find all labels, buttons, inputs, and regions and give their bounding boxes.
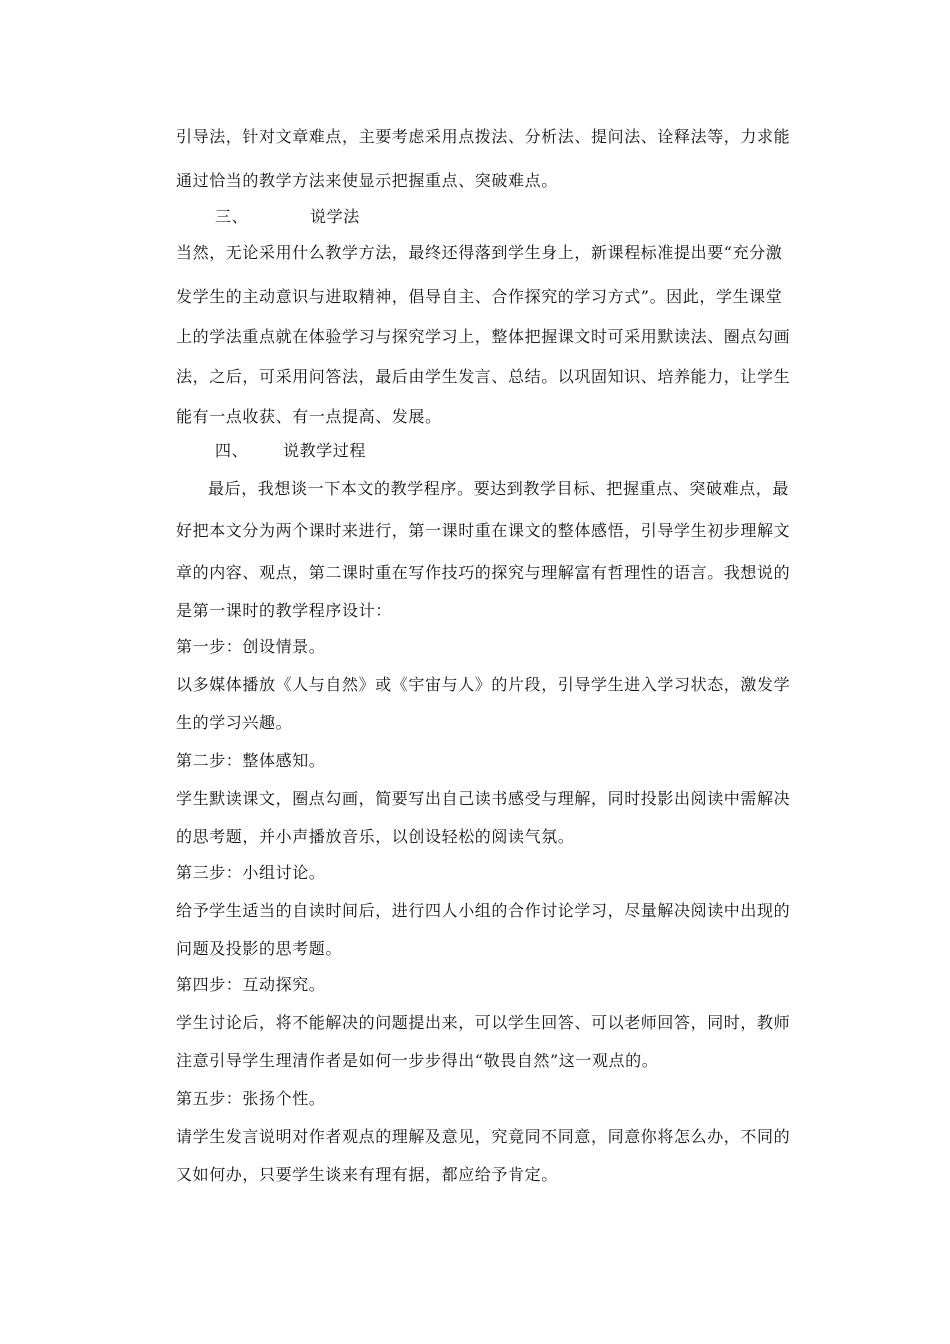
- paragraph-line: 引导法，针对文章难点，主要考虑采用点拨法、分析法、提问法、诠释法等，力求能: [176, 127, 791, 146]
- paragraph-line: 问题及投影的思考题。: [176, 939, 343, 958]
- paragraph-line: 法，之后，可采用问答法，最后由学生发言、总结。以巩固知识、培养能力，让学生: [176, 367, 791, 386]
- paragraph-line: 能有一点收获、有一点提高、发展。: [176, 407, 442, 426]
- section-heading-teaching-process: [215, 441, 855, 461]
- paragraph-line: 学生默读课文，圈点勾画，简要写出自己读书感受与理解，同时投影出阅读中需解决: [176, 789, 791, 808]
- section-title: 说学法: [310, 207, 360, 226]
- paragraph-line: 又如何办，只要学生谈来有理有据，都应给予肯定。: [176, 1165, 558, 1184]
- paragraph-line: 学生讨论后，将不能解决的问题提出来，可以学生回答、可以老师回答，同时，教师: [176, 1013, 791, 1032]
- paragraph-line: 发学生的主动意识与进取精神，倡导自主、合作探究的学习方式”。因此，学生课堂: [176, 287, 783, 306]
- step-heading: 第五步：张扬个性。: [176, 1089, 326, 1108]
- paragraph-line: 上的学法重点就在体验学习与探究学习上，整体把握课文时可采用默读法、圈点勾画: [176, 327, 791, 346]
- paragraph-line: 给予学生适当的自读时间后，进行四人小组的合作讨论学习，尽量解决阅读中出现的: [176, 901, 791, 920]
- paragraph-line: 通过恰当的教学方法来使显示把握重点、突破难点。: [176, 171, 558, 190]
- section-number: 三、: [215, 207, 249, 226]
- paragraph-line: 好把本文分为两个课时来进行，第一课时重在课文的整体感悟，引导学生初步理解文: [176, 521, 791, 540]
- section-title: 说教学过程: [283, 441, 367, 460]
- step-heading: 第一步：创设情景。: [176, 637, 326, 656]
- paragraph-line: 的思考题，并小声播放音乐，以创设轻松的阅读气氛。: [176, 827, 575, 846]
- step-heading: 第四步：互动探究。: [176, 975, 326, 994]
- step-heading: 第三步：小组讨论。: [176, 863, 326, 882]
- paragraph-line: 是第一课时的教学程序设计：: [176, 601, 392, 620]
- paragraph-line: 当然，无论采用什么教学方法，最终还得落到学生身上，新课程标准提出要“充分激: [176, 243, 783, 262]
- section-number: 四、: [215, 441, 249, 460]
- paragraph-line: 生的学习兴趣。: [176, 713, 293, 732]
- paragraph-line: 以多媒体播放《人与自然》或《宇宙与人》的片段，引导学生进入学习状态，激发学: [176, 675, 791, 694]
- paragraph-line: 章的内容、观点，第二课时重在写作技巧的探究与理解富有哲理性的语言。我想说的: [176, 563, 791, 582]
- paragraph-line: 请学生发言说明对作者观点的理解及意见，究竟同不同意，同意你将怎么办，不同的: [176, 1127, 791, 1146]
- step-heading: 第二步：整体感知。: [176, 751, 326, 770]
- paragraph-line: 最后，我想谈一下本文的教学程序。要达到教学目标、把握重点、突破难点，最: [208, 479, 790, 498]
- section-heading-study-method: [215, 207, 855, 227]
- paragraph-line: 注意引导学生理清作者是如何一步步得出“敬畏自然”这一观点的。: [176, 1051, 659, 1070]
